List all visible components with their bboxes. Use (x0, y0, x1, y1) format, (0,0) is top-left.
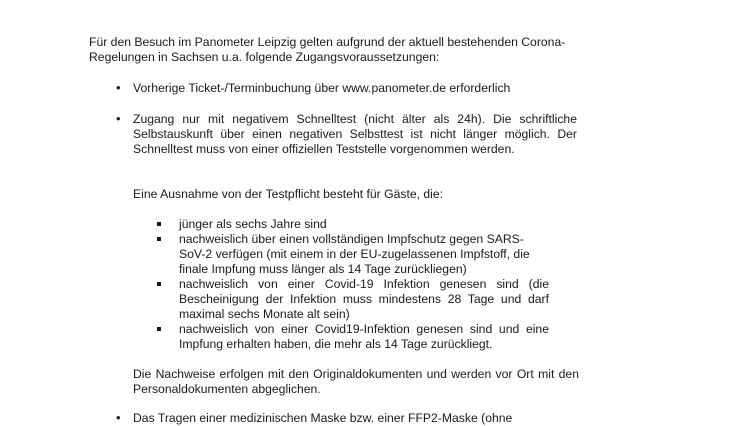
sub-item-age: jünger als sechs Jahre sind (179, 217, 327, 231)
square-bullet-icon (157, 237, 161, 241)
bullet-icon: • (116, 410, 121, 425)
sub-item-recovered-vaccinated: nachweislich von einer Covid19-Infektion genesen sind und eine Impfung erhalten haben, die mehr als 14 Tage zurückliegt. (179, 322, 549, 351)
bullet-icon: • (116, 111, 121, 126)
sub-item-vaccinated: nachweislich über einen vollständigen Impfschutz gegen SARS-SoV-2 verfügen (mit einem in der EU-zugelassenen Impfstoff, die finale Impfung muss länger als 14 Tage zurückliegen) (179, 232, 530, 276)
bullet-mask: Das Tragen einer medizinischen Maske bzw. einer FFP2-Maske (ohne (133, 411, 513, 425)
sub-item-recovered: nachweislich von einer Covid-19 Infektion genesen sind (die Bescheinigung der Infektion muss mindestens 28 Tage und darf maximal sechs Monate alt sein) (179, 277, 549, 321)
square-bullet-icon (157, 282, 161, 286)
intro-paragraph: Für den Besuch im Panometer Leipzig gelten aufgrund der aktuell bestehenden Corona-Regelungen in Sachsen u.a. folgende Zugangsvoraussetzungen: (89, 35, 566, 64)
square-bullet-icon (157, 222, 161, 226)
exception-intro: Eine Ausnahme von der Testpflicht besteht für Gäste, die: (133, 187, 444, 201)
bullet-icon: • (116, 80, 121, 95)
bullet-test-requirement: Zugang nur mit negativem Schnelltest (nicht älter als 24h). Die schriftliche Selbstauskunft über einen negativen Selbsttest ist nicht länger möglich. Der Schnelltest muss von einer offiziellen Teststelle vorgenommen werden. (133, 112, 577, 156)
verification-paragraph: Die Nachweise erfolgen mit den Originaldokumenten und werden vor Ort mit den Personaldokumenten abgeglichen. (133, 367, 579, 396)
bullet-booking: Vorherige Ticket-/Terminbuchung über www.panometer.de erforderlich (133, 81, 511, 95)
square-bullet-icon (157, 327, 161, 331)
